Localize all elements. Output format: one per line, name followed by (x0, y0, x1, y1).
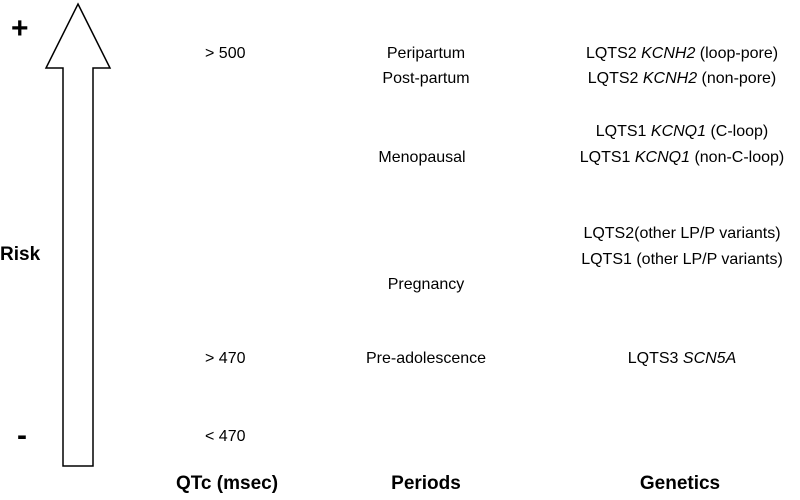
genetics-item: LQTS3 SCN5A (627, 350, 737, 367)
qtc-header: QTc (msec) (175, 473, 279, 494)
risk-label: Risk (0, 244, 41, 265)
plus-sign: + (11, 12, 29, 45)
genetics-item: LQTS2(other LP/P variants) (583, 225, 781, 242)
period-item: Menopausal (378, 149, 466, 166)
period-item: Post-partum (382, 70, 470, 87)
periods-header: Periods (391, 473, 461, 494)
minus-sign: - (17, 419, 27, 452)
genetics-item: LQTS1 KCNQ1 (non-C-loop) (579, 149, 785, 166)
period-item: Pre-adolescence (365, 350, 487, 367)
period-item: Pregnancy (387, 276, 465, 293)
genetics-item: LQTS2 KCNH2 (non-pore) (587, 70, 777, 87)
genetics-header: Genetics (639, 473, 721, 494)
qtc-value: < 470 (205, 428, 246, 445)
qtc-value: > 500 (205, 45, 246, 62)
risk-arrow-shape (46, 4, 110, 466)
qtc-value: > 470 (205, 350, 246, 367)
genetics-item: LQTS2 KCNH2 (loop-pore) (585, 45, 779, 62)
genetics-item: LQTS1 KCNQ1 (C-loop) (595, 123, 769, 140)
genetics-item: LQTS1 (other LP/P variants) (581, 251, 783, 268)
period-item: Peripartum (386, 45, 466, 62)
